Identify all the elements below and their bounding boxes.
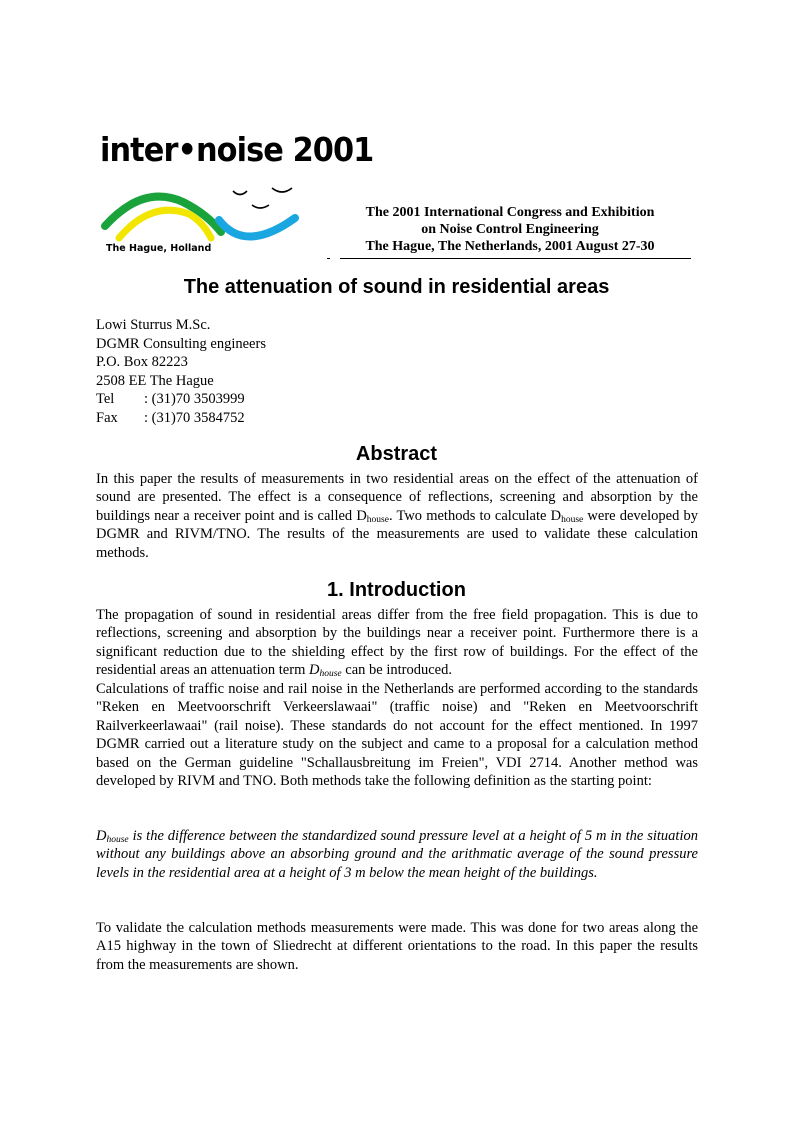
dhouse-definition: $D_{house}$ is the difference between the standardized sound pressure level at a height of 5 m in the situation without any buildings above an absorbing ground and the arithmatic average of the sound pressure levels in the residential area at a height of 3 m below the mean height of the buildings. — [96, 828, 698, 881]
intro-paragraph-2: Calculations of traffic noise and rail noise in the Netherlands are performed according to the standards "Reken en Meetvoorschrift Verkeerslawaai" (traffic noise) and "Reken en Meetvoorschrift Railverkeerlawaai" (rail noise). These standards do not account for the effect mentioned. In 1997 DGMR carried out a literature study on the subject and came to a proposal for a calculation method based on the German guideline "Schallausbreitung im Freien", VDI 2714. Another method was developed by RIVM and TNO. Both methods take the following definition as the starting point: — [96, 681, 698, 790]
conference-logo-graphic — [95, 180, 315, 250]
logo-arc-3 — [252, 205, 269, 208]
author-city: 2508 EE The Hague — [96, 372, 214, 389]
tel-value: : (31)70 3503999 — [144, 391, 245, 407]
author-po-box: P.O. Box 82223 — [96, 354, 188, 370]
conference-logo-wordmark: inter•noise 2001 — [100, 130, 374, 169]
abstract-text: In this paper the results of measurements in two residential areas on the effect of the attenuation of sound are presented. The effect is a consequence of reflections, screening and absorption by the buildings near a receiver point and is called $D_{house}$. Two methods to calculate $D_{house}$ were developed by DGMR and RIVM/TNO. The results of the measurements are used to validate these calculation methods. — [96, 471, 698, 561]
introduction-heading: 1. Introduction — [327, 579, 466, 601]
intro-paragraph-3: To validate the calculation methods measurements were made. This was done for two areas along the A15 highway in the town of Sliedrecht at different orientations to the road. In this paper the results from the measurements are shown. — [96, 920, 698, 973]
author-name: Lowi Sturrus M.Sc. — [96, 317, 211, 333]
author-company: DGMR Consulting engineers — [96, 335, 266, 352]
logo-blue-wave — [219, 218, 295, 237]
abstract-heading: Abstract — [355, 443, 438, 465]
conference-line-1: The 2001 International Congress and Exhibition — [365, 205, 655, 220]
conference-line-3: The Hague, The Netherlands, 2001 August 27-30 — [365, 239, 655, 254]
author-block — [96, 316, 266, 427]
logo-place-label: The Hague, Holland — [106, 243, 212, 254]
author-fax — [96, 409, 266, 428]
fax-value: : (31)70 3584752 — [144, 409, 245, 426]
tel-label: Tel — [96, 391, 115, 407]
conference-info — [330, 204, 690, 255]
author-tel — [96, 390, 266, 409]
fax-label: Fax — [96, 409, 118, 426]
header-rule-mark — [327, 258, 330, 259]
paper-title: The attenuation of sound in residential areas — [183, 276, 610, 298]
logo-arc-1 — [233, 191, 247, 195]
header-rule — [340, 258, 691, 259]
conference-line-2: on Noise Control Engineering — [421, 222, 599, 237]
logo-arc-2 — [272, 188, 292, 192]
intro-paragraph-1: The propagation of sound in residential areas differ from the free field propagation. This is due to reflections, screening and absorption by the buildings near a receiver point. Furthermore there is a significant reduction due to the shielding effect by the first row of buildings. For the effect of the residential areas an attenuation term $D_{house}$ can be introduced. — [96, 607, 698, 680]
